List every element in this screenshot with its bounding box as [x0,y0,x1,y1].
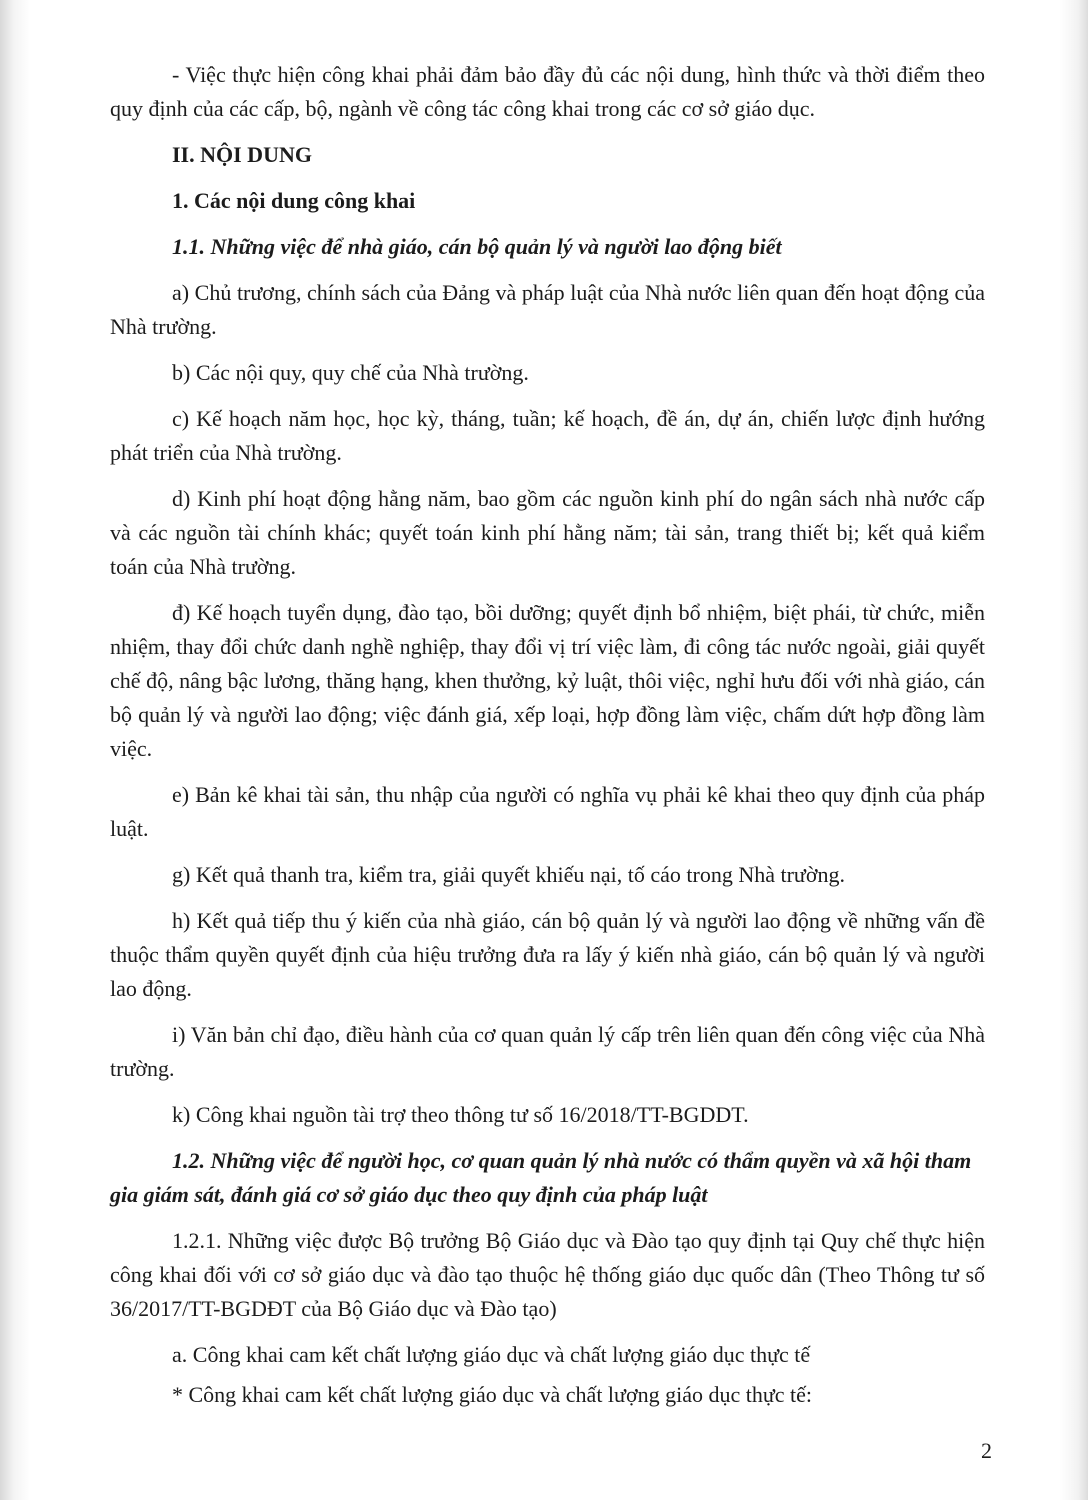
item-d: d) Kinh phí hoạt động hằng năm, bao gồm các nguồn kinh phí do ngân sách nhà nước cấp và các nguồn tài chính khác; quyết toán kinh phí hằng năm; tài sản, trang thiết bị; kết quả kiểm toán của Nhà trường. [110,486,985,579]
section-title: II. NỘI DUNG [172,142,312,167]
paragraph-1-2-1: 1.2.1. Những việc được Bộ trưởng Bộ Giáo dục và Đào tạo quy định tại Quy chế thực hiện công khai đối với cơ sở giáo dục và đào tạo thuộc hệ thống giáo dục quốc dân (Theo Thông tư số 36/2017/TT-BGDĐT của Bộ Giáo dục và Đào tạo) [110,1228,985,1321]
item-g: g) Kết quả thanh tra, kiểm tra, giải quyết khiếu nại, tố cáo trong Nhà trường. [172,862,845,887]
item-h: h) Kết quả tiếp thu ý kiến của nhà giáo, cán bộ quản lý và người lao động về những vấn đề thuộc thẩm quyền quyết định của hiệu trưởng đưa ra lấy ý kiến nhà giáo, cán bộ quản lý và người lao động. [110,908,985,1001]
subsection-1-2-title: 1.2. Những việc để người học, cơ quan quản lý nhà nước có thẩm quyền và xã hội tham gia giám sát, đánh giá cơ sở giáo dục theo quy định của pháp luật [110,1148,972,1207]
item-k: k) Công khai nguồn tài trợ theo thông tư số 16/2018/TT-BGDDT. [172,1102,749,1127]
page-number: 2 [981,1438,992,1463]
item-i: i) Văn bản chỉ đạo, điều hành của cơ quan quản lý cấp trên liên quan đến công việc của Nhà trường. [110,1022,985,1081]
subsection-1-title: 1. Các nội dung công khai [172,188,416,213]
item-dd: đ) Kế hoạch tuyển dụng, đào tạo, bồi dưỡng; quyết định bổ nhiệm, biệt phái, từ chức, miễn nhiệm, thay đổi chức danh nghề nghiệp, thay đổi vị trí việc làm, đi công tác nước ngoài, giải quyết chế độ, nâng bậc lương, thăng hạng, khen thưởng, kỷ luật, thôi việc, nghỉ hưu đối với nhà giáo, cán bộ quản lý và người lao động; việc đánh giá, xếp loại, hợp đồng làm việc, chấm dứt hợp đồng làm việc. [110,600,985,761]
subsection-1-1-title: 1.1. Những việc để nhà giáo, cán bộ quản lý và người lao động biết [172,234,782,259]
paragraph-star: * Công khai cam kết chất lượng giáo dục và chất lượng giáo dục thực tế: [172,1382,813,1407]
item-c: c) Kế hoạch năm học, học kỳ, tháng, tuần; kế hoạch, đề án, dự án, chiến lược định hướng phát triển của Nhà trường. [110,406,985,465]
item-e: e) Bản kê khai tài sản, thu nhập của người có nghĩa vụ phải kê khai theo quy định của pháp luật. [110,782,985,841]
paragraph-a: a. Công khai cam kết chất lượng giáo dục và chất lượng giáo dục thực tế [172,1342,811,1367]
document-body [110,58,985,1418]
intro-paragraph: - Việc thực hiện công khai phải đảm bảo đầy đủ các nội dung, hình thức và thời điểm theo quy định của các cấp, bộ, ngành về công tác công khai trong các cơ sở giáo dục. [110,62,985,121]
item-b: b) Các nội quy, quy chế của Nhà trường. [172,360,529,385]
item-a: a) Chủ trương, chính sách của Đảng và pháp luật của Nhà nước liên quan đến hoạt động của Nhà trường. [110,280,985,339]
